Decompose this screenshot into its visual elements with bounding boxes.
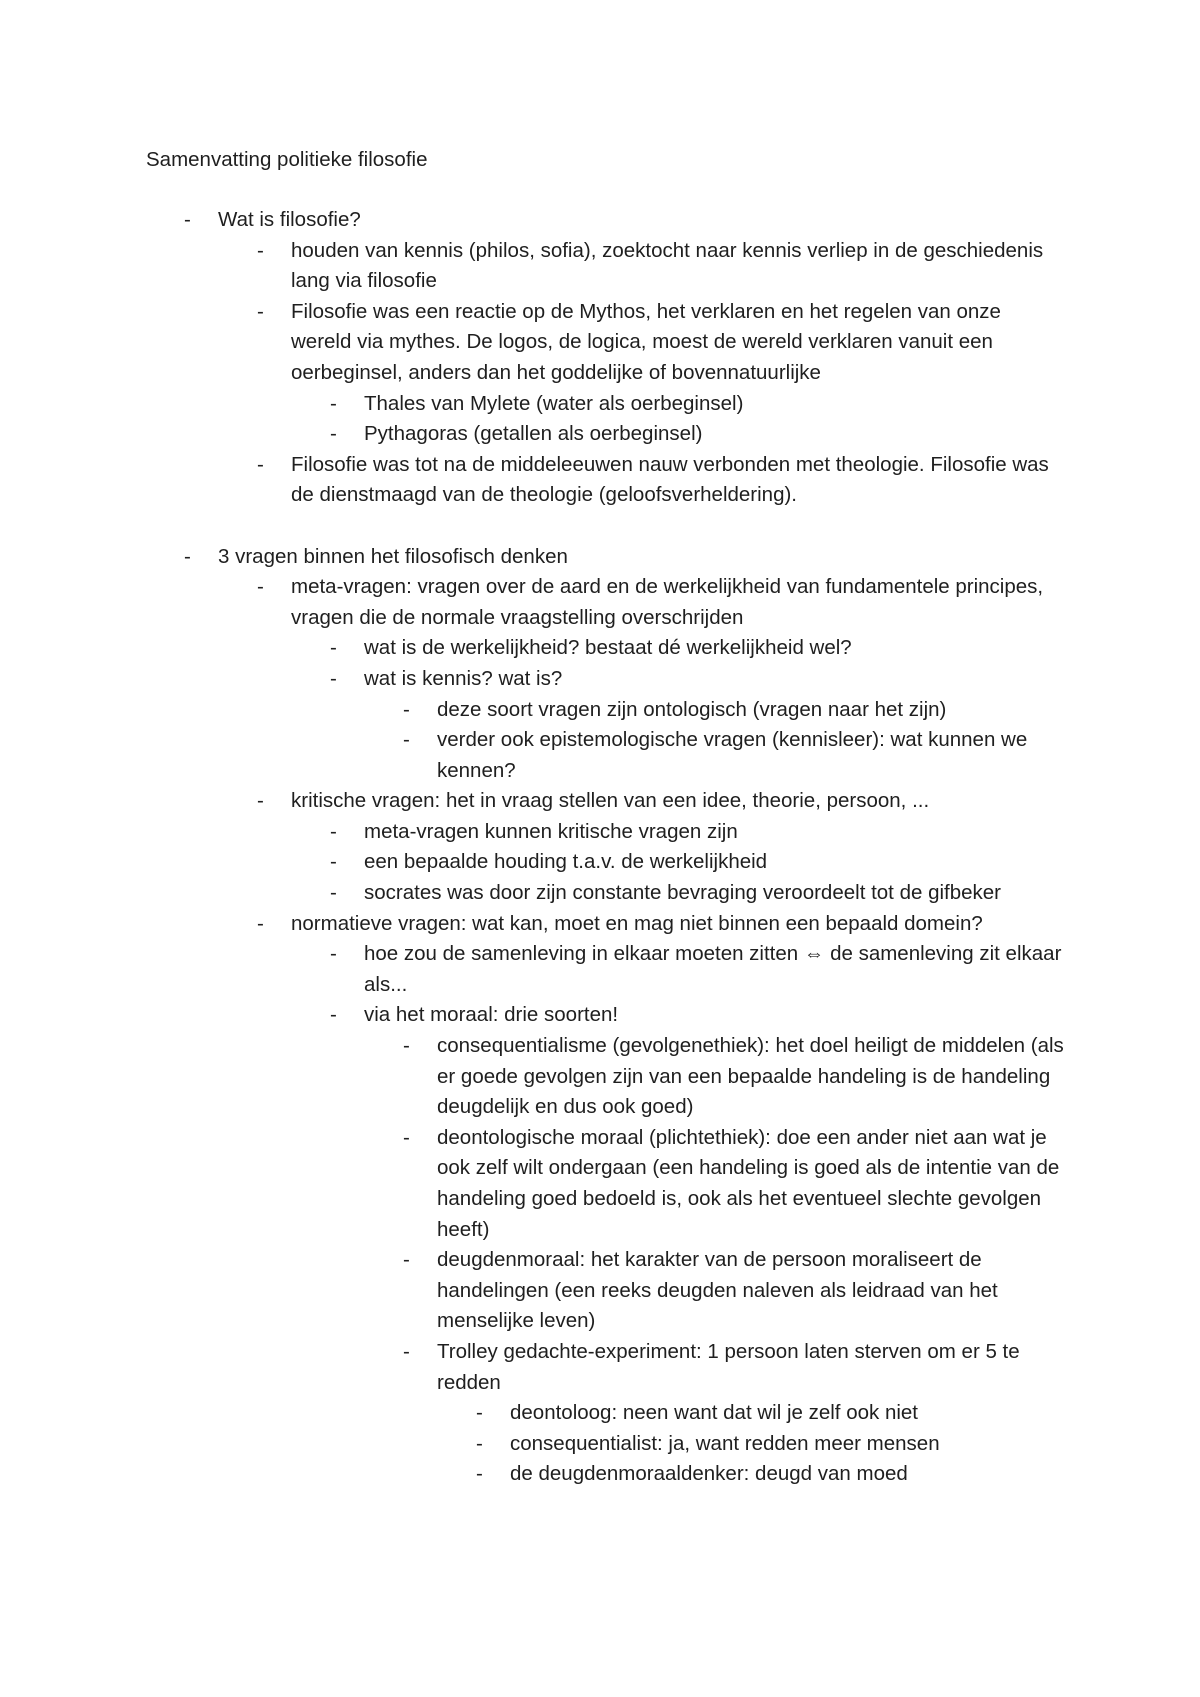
bullet-dash: - [330, 1003, 337, 1027]
bullet-dash: - [257, 575, 264, 599]
bullet-dash: - [257, 452, 264, 476]
list-item-level-3 [330, 878, 1064, 909]
bullet-dash: - [403, 1248, 410, 1272]
list-item-text: wat is kennis? wat is? [364, 666, 563, 690]
bullet-dash: - [476, 1431, 483, 1455]
bullet-dash: - [184, 208, 191, 231]
list-item-text: meta-vragen kunnen kritische vragen zijn [364, 819, 738, 843]
bullet-dash: - [257, 238, 264, 262]
list-item-text: normatieve vragen: wat kan, moet en mag niet binnen een bepaald domein? [291, 911, 983, 935]
list-item-level-4 [403, 1337, 1067, 1398]
list-item-level-4 [403, 1123, 1067, 1245]
list-item-text: Trolley gedachte-experiment: 1 persoon laten sterven om er 5 te redden [437, 1339, 1020, 1394]
list-item-level-3 [330, 633, 1064, 664]
list-item-level-2 [257, 297, 1061, 389]
list-item-level-4 [403, 695, 1067, 726]
list-item-level-5 [476, 1429, 1070, 1460]
list-item-text: Wat is filosofie? [218, 208, 361, 231]
bullet-dash: - [476, 1462, 483, 1486]
list-item-text: deze soort vragen zijn ontologisch (vragen naar het zijn) [437, 697, 947, 721]
bullet-dash: - [403, 697, 410, 721]
list-item-level-3 [330, 817, 1064, 848]
bullet-dash: - [330, 422, 337, 446]
bullet-dash: - [330, 942, 337, 966]
list-item-level-2 [257, 450, 1061, 511]
list-item-text: via het moraal: drie soorten! [364, 1003, 619, 1027]
bullet-dash: - [330, 881, 337, 905]
list-item-level-5 [476, 1459, 1070, 1490]
list-item-level-4 [403, 1245, 1067, 1337]
list-item-level-3 [330, 1000, 1064, 1031]
list-item-text: socrates was door zijn constante bevraging veroordeelt tot de gifbeker [364, 881, 1002, 905]
list-item-text: consequentialist: ja, want redden meer mensen [510, 1431, 940, 1455]
bullet-dash: - [330, 391, 337, 415]
list-item-level-1 [184, 542, 1058, 573]
bullet-dash: - [476, 1401, 483, 1425]
list-item-level-5 [476, 1398, 1070, 1429]
list-item-level-1 [184, 205, 1058, 236]
bullet-dash: - [403, 1034, 410, 1058]
list-item-text: 3 vragen binnen het filosofisch denken [218, 544, 568, 568]
list-item-level-2 [257, 909, 1061, 940]
list-item-level-3 [330, 939, 1064, 1000]
list-item-text: kritische vragen: het in vraag stellen van een idee, theorie, persoon, ... [291, 789, 930, 813]
list-item-level-3 [330, 847, 1064, 878]
bullet-dash: - [403, 728, 410, 752]
list-item-text: wat is de werkelijkheid? bestaat dé werkelijkheid wel? [364, 636, 852, 660]
bullet-dash: - [330, 666, 337, 690]
list-item-level-4 [403, 1031, 1067, 1123]
list-item-level-4 [403, 725, 1067, 786]
list-item-level-2 [257, 786, 1061, 817]
bullet-dash: - [257, 789, 264, 813]
list-item-text: deontologische moraal (plichtethiek): doe een ander niet aan wat je ook zelf wilt ondergaan (een handeling is goed als de intentie van de handeling goed bedoeld is, ook als het eventueel slechte gevolgen heeft) [437, 1125, 1060, 1241]
page-title: Samenvatting politieke filosofie [146, 148, 428, 171]
list-item-text: de deugdenmoraaldenker: deugd van moed [510, 1462, 908, 1486]
list-item-text: houden van kennis (philos, sofia), zoektocht naar kennis verliep in de geschiedenis lang via filosofie [291, 238, 1044, 293]
bullet-dash: - [184, 544, 191, 568]
list-item-text: deugdenmoraal: het karakter van de persoon moraliseert de handelingen (een reeks deugden naleven als leidraad van het menselijke leven) [437, 1248, 998, 1333]
bullet-list [0, 205, 1200, 1490]
list-item-text: Thales van Mylete (water als oerbeginsel) [364, 391, 744, 415]
bullet-dash: - [257, 299, 264, 323]
blank-line [0, 511, 1200, 542]
bullet-dash: - [403, 1125, 410, 1149]
list-item-text: hoe zou de samenleving in elkaar moeten zitten ⇔ de samenleving zit elkaar als... [364, 942, 1062, 996]
list-item-text: consequentialisme (gevolgenethiek): het doel heiligt de middelen (als er goede gevolgen zijn van een bepaalde handeling is de handeling deugdelijk en dus ook goed) [437, 1034, 1064, 1119]
bullet-dash: - [403, 1339, 410, 1363]
bullet-dash: - [330, 850, 337, 874]
bullet-dash: - [330, 636, 337, 660]
list-item-level-3 [330, 419, 1064, 450]
list-item-level-3 [330, 664, 1064, 695]
list-item-level-3 [330, 389, 1064, 420]
list-item-text: verder ook epistemologische vragen (kennisleer): wat kunnen we kennen? [437, 728, 1028, 782]
list-item-text: deontoloog: neen want dat wil je zelf ook niet [510, 1401, 918, 1425]
list-item-text: Filosofie was een reactie op de Mythos, het verklaren en het regelen van onze wereld via mythes. De logos, de logica, moest de wereld verklaren vanuit een oerbeginsel, anders dan het goddelijke of bovennatuurlijke [291, 299, 1001, 384]
list-item-text: een bepaalde houding t.a.v. de werkelijkheid [364, 850, 768, 874]
list-item-level-2 [257, 572, 1061, 633]
bullet-dash: - [330, 819, 337, 843]
list-item-text: meta-vragen: vragen over de aard en de werkelijkheid van fundamentele principes, vragen die de normale vraagstelling overschrijden [291, 575, 1044, 629]
list-item-text: Filosofie was tot na de middeleeuwen nauw verbonden met theologie. Filosofie was de dienstmaagd van de theologie (geloofsverheldering). [291, 452, 1049, 507]
bullet-dash: - [257, 911, 264, 935]
list-item-text: Pythagoras (getallen als oerbeginsel) [364, 422, 703, 446]
list-item-level-2 [257, 236, 1061, 297]
